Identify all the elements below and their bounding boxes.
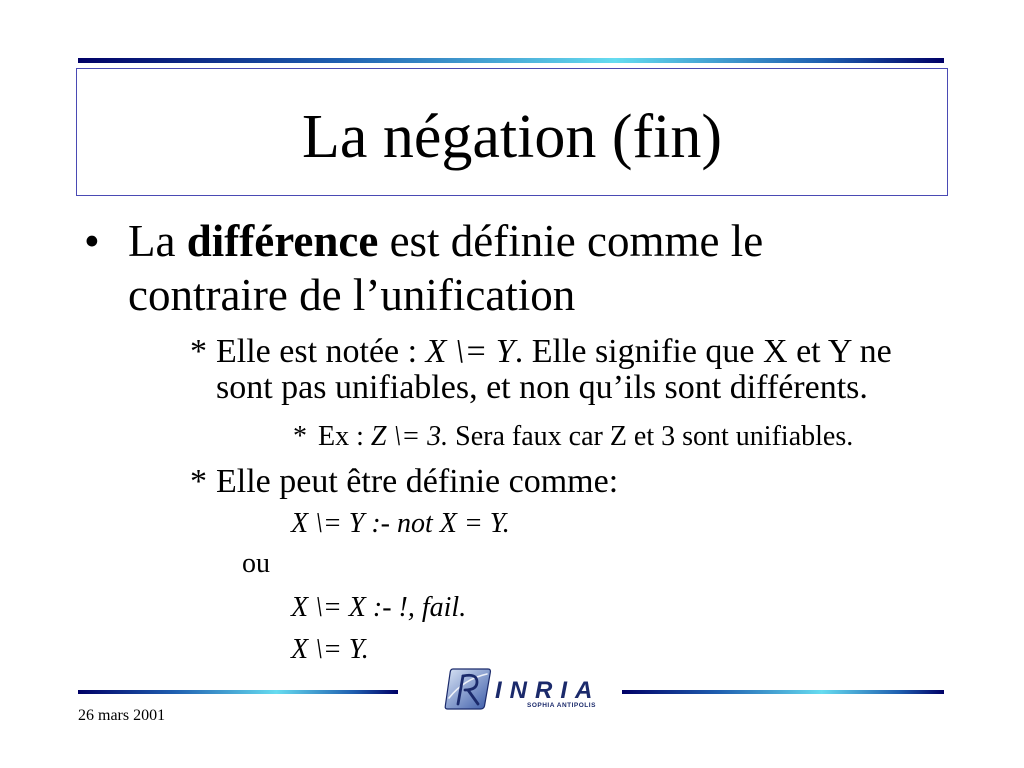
example-label: Ex : [318,421,371,452]
definition-rule-3: X \= Y. [291,634,369,665]
sub-item-1-lead: Elle est notée : [216,333,426,370]
sub-item-1-tail: . Elle signifie que X et Y ne [514,333,892,370]
bullet-keyword: différence [186,216,379,266]
bullet-text-lead: La [128,216,187,266]
example-notation: Z \= 3. [370,421,449,452]
sub-item-1-marker: * [190,333,207,370]
definition-separator: ou [242,548,270,579]
inria-logo-mark-icon [444,666,492,712]
bullet-text-tail: est définie comme le [378,216,764,266]
example-text: Sera faux car Z et 3 sont unifiables. [448,421,854,452]
bottom-right-gradient-rule [622,690,944,694]
sub-item-2-text: Elle peut être définie comme: [216,463,619,500]
sub-item-2-marker: * [190,463,207,500]
logo-subtitle: SOPHIA ANTIPOLIS [527,702,596,709]
definition-rule-1: X \= Y :- not X = Y. [291,508,510,539]
bottom-left-gradient-rule [78,690,398,694]
bullet-line-2: contraire de l’unification [128,270,576,320]
definition-rule-2: X \= X :- !, fail. [291,592,467,623]
footer-date: 26 mars 2001 [78,707,166,724]
bullet-dot: • [84,216,100,266]
logo-wordmark: INRIA [495,677,601,704]
sub-item-1-notation: X \= Y [425,333,515,370]
example-marker: * [293,421,307,452]
sub-item-1-line-2: sont pas unifiables, et non qu’ils sont différents. [216,369,868,406]
slide-title: La négation (fin) [301,103,723,171]
